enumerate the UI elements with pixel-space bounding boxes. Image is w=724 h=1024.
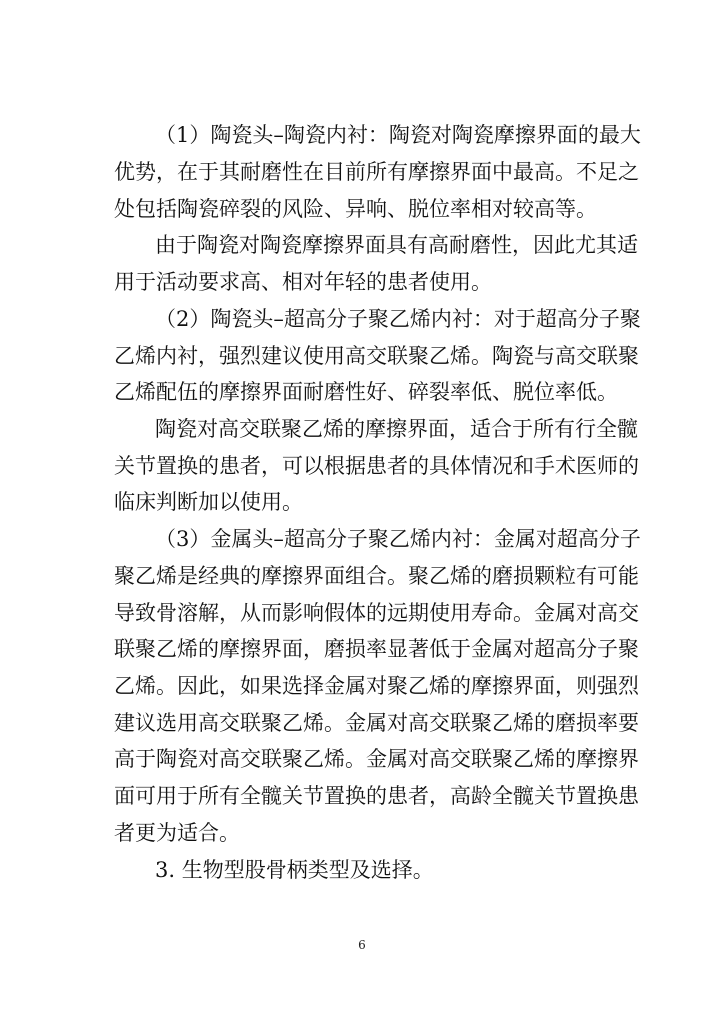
text-line: 面可用于所有全髋关节置换的患者，高龄全髋关节置换患: [114, 784, 639, 808]
text-line: 临床判断加以使用。: [114, 490, 303, 514]
text-line: 聚乙烯是经典的摩擦界面组合。聚乙烯的磨损颗粒有可能: [114, 564, 639, 588]
text-line: 乙烯。因此，如果选择金属对聚乙烯的摩擦界面，则强烈: [114, 674, 639, 698]
text-line: 用于活动要求高、相对年轻的患者使用。: [114, 270, 492, 294]
text-line: 高于陶瓷对高交联聚乙烯。金属对高交联聚乙烯的摩擦界: [114, 747, 639, 771]
text-line: 者更为适合。: [114, 821, 240, 845]
text-line: 乙烯内衬，强烈建议使用高交联聚乙烯。陶瓷与高交联聚: [114, 344, 639, 368]
text-line: 由于陶瓷对陶瓷摩擦界面具有高耐磨性，因此尤其适: [155, 233, 638, 257]
text-line: 陶瓷对高交联聚乙烯的摩擦界面，适合于所有行全髋: [155, 417, 638, 441]
text-line: （3）金属头–超高分子聚乙烯内衬：金属对超高分子: [155, 527, 641, 551]
text-line: 优势，在于其耐磨性在目前所有摩擦界面中最高。不足之: [114, 160, 639, 184]
text-line: （1）陶瓷头–陶瓷内衬：陶瓷对陶瓷摩擦界面的最大: [155, 123, 641, 147]
text-line: 处包括陶瓷碎裂的风险、异响、脱位率相对较高等。: [114, 197, 597, 221]
text-line: 乙烯配伍的摩擦界面耐磨性好、碎裂率低、脱位率低。: [114, 380, 618, 404]
text-line: 建议选用高交联聚乙烯。金属对高交联聚乙烯的磨损率要: [114, 711, 639, 735]
text-line: （2）陶瓷头–超高分子聚乙烯内衬：对于超高分子聚: [155, 307, 641, 331]
text-line: 导致骨溶解，从而影响假体的远期使用寿命。金属对高交: [114, 601, 639, 625]
page-number: 6: [358, 938, 366, 952]
text-line: 联聚乙烯的摩擦界面，磨损率显著低于金属对超高分子聚: [114, 637, 639, 661]
text-line: 关节置换的患者，可以根据患者的具体情况和手术医师的: [114, 454, 639, 478]
section-heading: 3. 生物型股骨柄类型及选择。: [155, 858, 434, 882]
